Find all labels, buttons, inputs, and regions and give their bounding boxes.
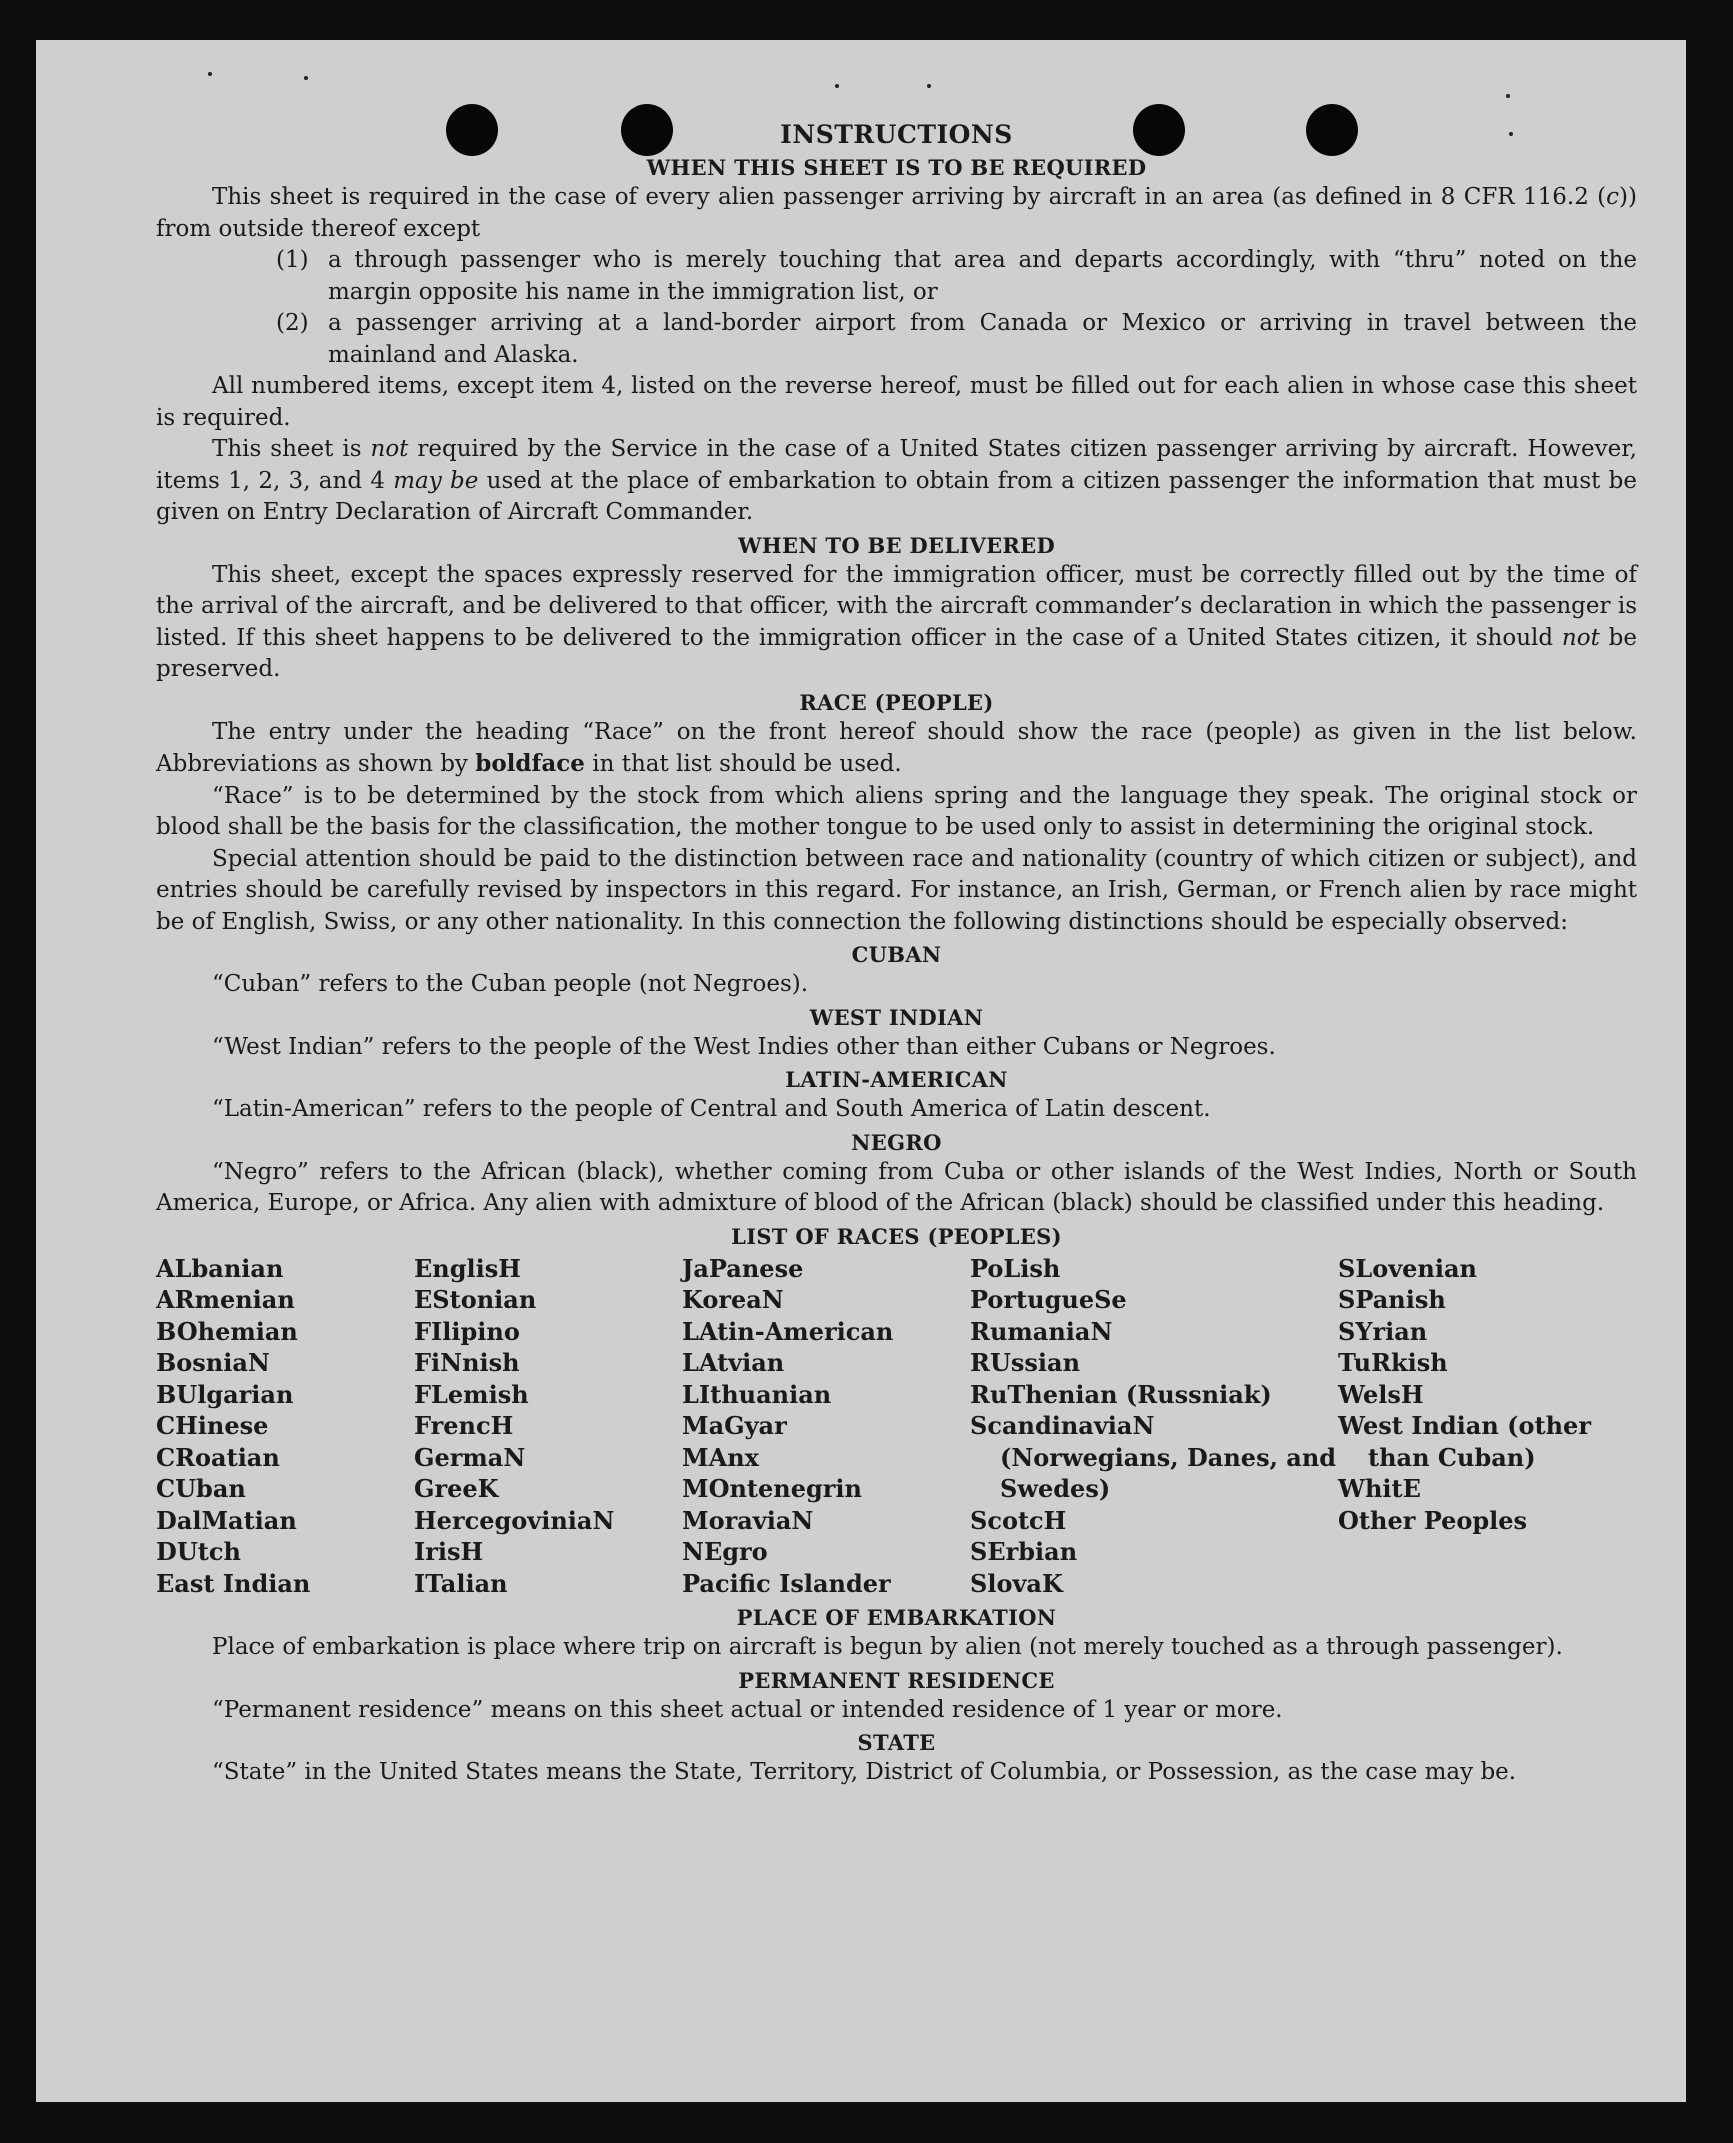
race-item: ScandinaviaN (Norwegians, Danes, and Swedes) <box>970 1411 1337 1503</box>
race-item: KoreaN <box>682 1285 784 1314</box>
race-column <box>1338 1253 1637 1600</box>
race-item: BUlgarian <box>156 1379 294 1409</box>
speck <box>304 76 308 80</box>
section-heading: NEGRO <box>851 1129 942 1155</box>
paragraph: “Race” is to be determined by the stock from which aliens spring and the language they speak. The original stock or blood shall be the basis for the classification, the mother tongue to be used only to assist in determining the original stock. <box>156 782 1637 840</box>
paragraph: The entry under the heading “Race” on the front hereof should show the race (people) as given in the list below. Abbreviations as shown by boldface in that list should be used. <box>156 718 1637 777</box>
race-item: SlovaK <box>970 1568 1063 1598</box>
race-item: LAtin-American <box>682 1316 894 1346</box>
race-item: ALbanian <box>156 1253 284 1283</box>
paragraph: This sheet is required in the case of every alien passenger arriving by aircraft in an area (as defined in 8 CFR 116.2 (c)) from outside thereof except <box>156 184 1637 242</box>
paragraph: This sheet is not required by the Service in the case of a United States citizen passenger arriving by aircraft. However, items 1, 2, 3, and 4 may be used at the place of embarkation to obtain from a citizen passenger the information that must be given on Entry Declaration of Aircraft Commander. <box>156 436 1637 525</box>
section-heading: LIST OF RACES (PEOPLES) <box>731 1223 1062 1249</box>
race-item: CRoatian <box>156 1442 280 1472</box>
page-title: INSTRUCTIONS <box>780 120 1013 149</box>
section-heading: CUBAN <box>851 942 942 967</box>
race-item: SPanish <box>1338 1285 1446 1314</box>
document-sheet <box>36 40 1686 2102</box>
race-item: PortugueSe <box>970 1285 1127 1314</box>
race-item: DUtch <box>156 1537 241 1566</box>
paragraph: “Permanent residence” means on this sheet actual or intended residence of 1 year or more. <box>212 1696 1283 1723</box>
paragraph: “Latin-American” refers to the people of Central and South America of Latin descent. <box>212 1096 1211 1122</box>
race-item: LIthuanian <box>682 1379 832 1409</box>
section-heading: WHEN TO BE DELIVERED <box>737 532 1055 558</box>
exception-item: (1) a through passenger who is merely touching that area and departs accordingly, with “thru” noted on the margin opposite his name in the immigration list, or <box>276 247 1637 305</box>
race-item: JaPanese <box>682 1253 804 1283</box>
race-item: GreeK <box>414 1474 499 1503</box>
section-heading: WHEN THIS SHEET IS TO BE REQUIRED <box>646 155 1147 180</box>
paragraph: “Negro” refers to the African (black), whether coming from Cuba or other islands of the West Indies, North or South America, Europe, or Africa. Any alien with admixture of blood of the African (black) should be classified under this heading. <box>156 1158 1637 1216</box>
race-item: EnglisH <box>414 1253 521 1283</box>
speck <box>1506 94 1510 98</box>
race-item: SLovenian <box>1338 1253 1477 1283</box>
race-item: NEgro <box>682 1537 768 1566</box>
exception-item: (2) a passenger arriving at a land-border airport from Canada or Mexico or arriving in travel between the mainland and Alaska. <box>276 310 1637 368</box>
section-heading: RACE (PEOPLE) <box>799 689 994 715</box>
paragraph: “West Indian” refers to the people of the West Indies other than either Cubans or Negroes. <box>212 1033 1276 1060</box>
race-item: MOntenegrin <box>682 1474 862 1503</box>
race-item: Pacific Islander <box>682 1568 891 1598</box>
speck <box>208 72 212 76</box>
race-item: RUssian <box>970 1348 1081 1377</box>
race-item: ITalian <box>414 1568 508 1598</box>
section-heading: STATE <box>857 1730 936 1755</box>
race-item: Other Peoples <box>1338 1505 1528 1535</box>
race-item: SYrian <box>1338 1316 1428 1346</box>
section-heading: WEST INDIAN <box>809 1004 984 1030</box>
speck <box>927 84 931 88</box>
race-item: ScotcH <box>970 1505 1067 1535</box>
paragraph: This sheet, except the spaces expressly reserved for the immigration officer, must be correctly filled out by the time of the arrival of the aircraft, and be delivered to that officer, with the aircraft commander’s declaration in which the passenger is listed. If this sheet happens to be delivered to the immigration officer in the case of a United States citizen, it should not be preserved. <box>156 561 1637 682</box>
section-heading: PERMANENT RESIDENCE <box>738 1667 1055 1693</box>
paragraph: “Cuban” refers to the Cuban people (not Negroes). <box>212 971 809 997</box>
race-item: FrencH <box>414 1411 514 1440</box>
paragraph: All numbered items, except item 4, listed on the reverse hereof, must be filled out for each alien in whose case this sheet is required. <box>156 373 1637 431</box>
race-item: FiNnish <box>414 1348 520 1377</box>
speck <box>835 84 839 88</box>
race-item: MaGyar <box>682 1411 787 1440</box>
race-column <box>970 1253 1338 1600</box>
race-item: CUban <box>156 1474 246 1503</box>
paragraph: Place of embarkation is place where trip on aircraft is begun by alien (not merely touched as a through passenger). <box>212 1634 1563 1660</box>
race-item: MAnx <box>682 1442 759 1472</box>
race-item: PoLish <box>970 1253 1061 1283</box>
race-item: LAtvian <box>682 1348 785 1377</box>
race-item: FLemish <box>414 1379 529 1409</box>
instructions-content <box>156 120 1637 1789</box>
race-item: EStonian <box>414 1285 537 1314</box>
race-item: GermaN <box>414 1442 526 1472</box>
race-item: West Indian (other than Cuban) <box>1338 1411 1591 1472</box>
race-item: CHinese <box>156 1411 269 1440</box>
race-item: SErbian <box>970 1537 1078 1566</box>
race-item: ARmenian <box>156 1285 295 1314</box>
paragraph: “State” in the United States means the State, Territory, District of Columbia, or Possession, as the case may be. <box>212 1759 1517 1785</box>
section-heading: PLACE OF EMBARKATION <box>736 1605 1057 1630</box>
race-item: RumaniaN <box>970 1316 1113 1346</box>
race-item: BOhemian <box>156 1316 298 1346</box>
race-item: IrisH <box>414 1537 484 1566</box>
race-item: FIlipino <box>414 1316 520 1346</box>
race-item: WhitE <box>1338 1474 1421 1503</box>
race-item: MoraviaN <box>682 1505 814 1535</box>
race-column <box>682 1253 970 1600</box>
race-item: WelsH <box>1338 1379 1424 1409</box>
race-column <box>414 1253 682 1600</box>
section-heading: LATIN-AMERICAN <box>785 1067 1008 1092</box>
race-item: TuRkish <box>1338 1348 1448 1377</box>
race-item: East Indian <box>156 1568 311 1598</box>
race-item: RuThenian (Russniak) <box>970 1379 1272 1409</box>
race-item: HercegoviniaN <box>414 1505 615 1535</box>
race-column <box>156 1253 414 1600</box>
race-item: DalMatian <box>156 1505 297 1535</box>
paragraph: Special attention should be paid to the distinction between race and nationality (country of which citizen or subject), and entries should be carefully revised by inspectors in this regard. For instance, an Irish, German, or French alien by race might be of English, Swiss, or any other nationality. In this connection the following distinctions should be especially observed: <box>156 845 1637 935</box>
race-list <box>156 1253 1637 1600</box>
race-item: BosniaN <box>156 1348 270 1377</box>
